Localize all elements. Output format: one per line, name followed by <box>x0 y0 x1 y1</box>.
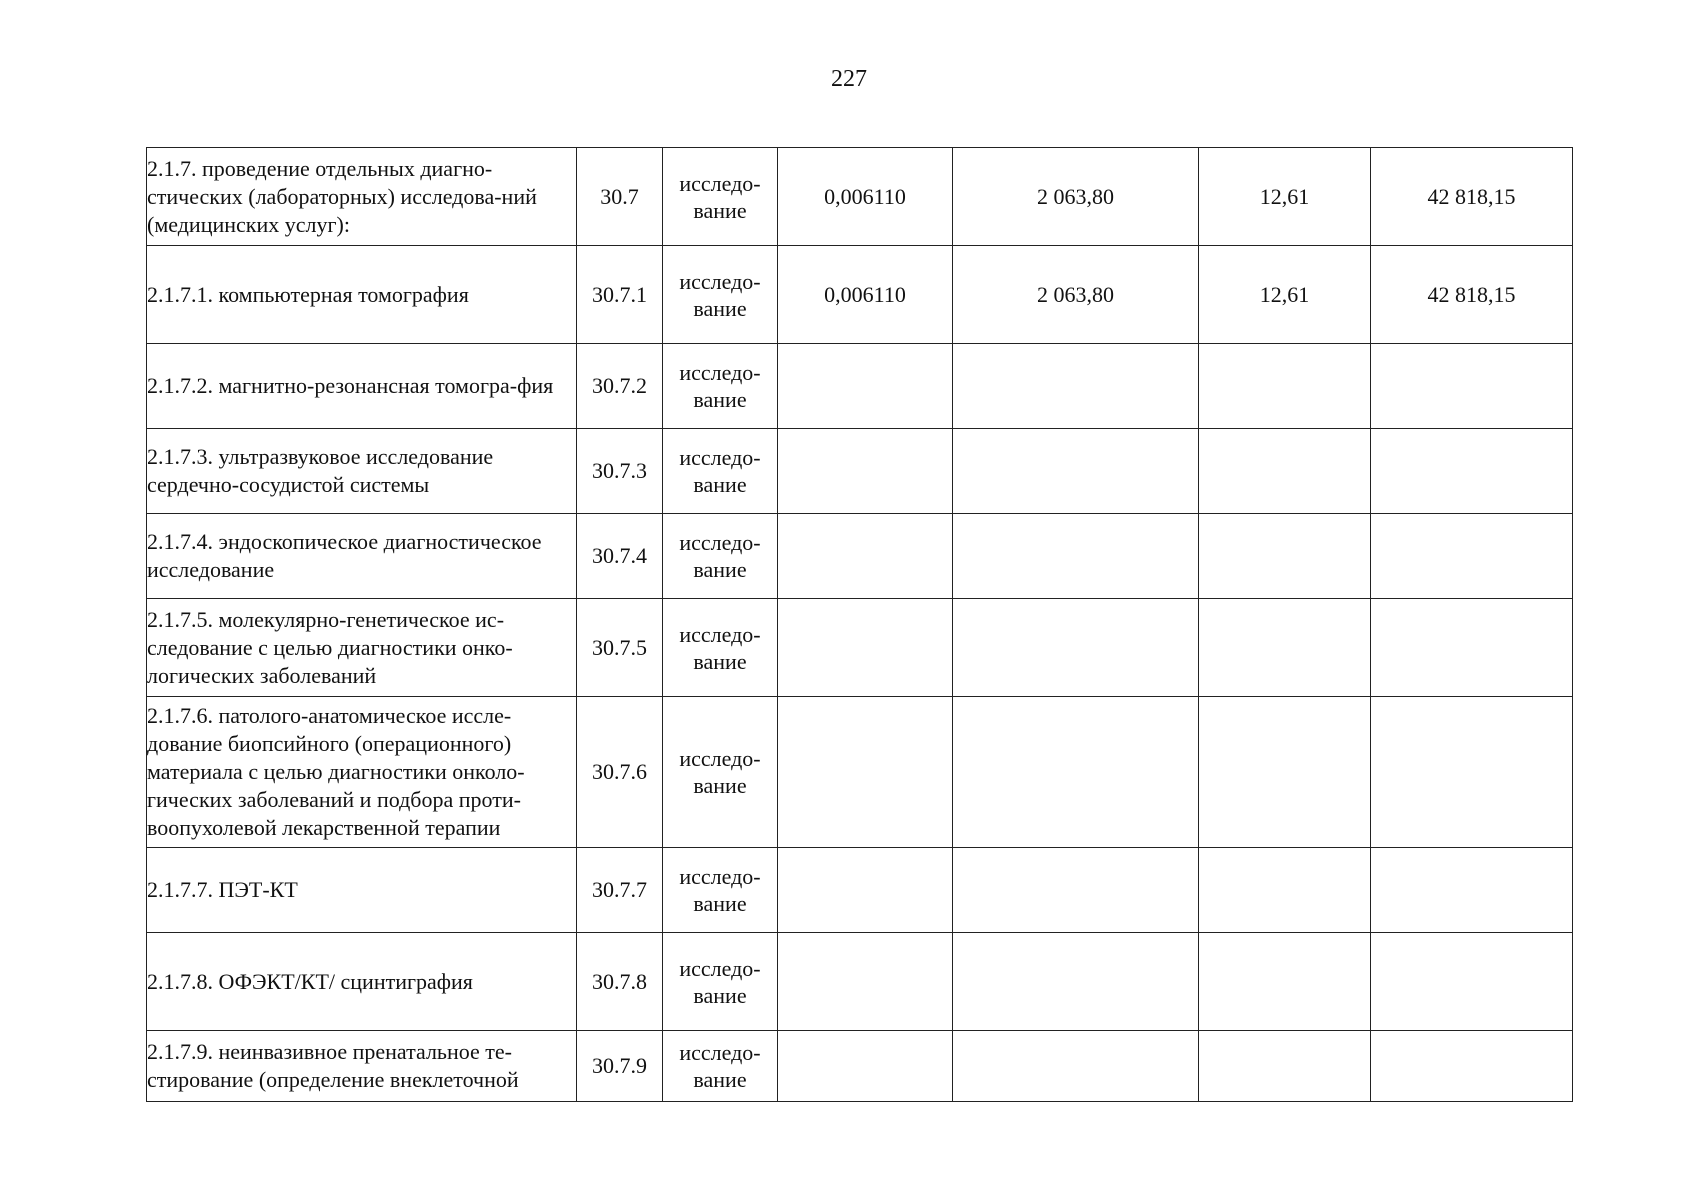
norm-value-cell: 0,006110 <box>778 148 953 246</box>
total-cost-cell <box>1371 697 1573 848</box>
table-row <box>147 344 1573 429</box>
total-cost-cell <box>1371 514 1573 599</box>
table-row <box>147 1031 1573 1102</box>
total-cost-cell <box>1371 344 1573 429</box>
row-code-cell: 30.7 <box>577 148 663 246</box>
cost-per-unit-cell <box>953 429 1199 514</box>
per-capita-cell <box>1199 429 1371 514</box>
unit-cell: исследо- вание <box>663 148 778 246</box>
table-row <box>147 429 1573 514</box>
unit-cell: исследо- вание <box>663 246 778 344</box>
cost-per-unit-cell <box>953 599 1199 697</box>
norm-value-cell <box>778 429 953 514</box>
norm-value-cell <box>778 514 953 599</box>
table-row <box>147 246 1573 344</box>
unit-cell: исследо- вание <box>663 344 778 429</box>
norm-value-cell <box>778 697 953 848</box>
row-code-cell: 30.7.7 <box>577 848 663 933</box>
per-capita-cell: 12,61 <box>1199 246 1371 344</box>
service-name-cell: 2.1.7.3. ультразвуковое исследование сердечно-сосудистой системы <box>147 429 577 514</box>
norm-value-cell <box>778 344 953 429</box>
table-row <box>147 148 1573 246</box>
cost-per-unit-cell <box>953 933 1199 1031</box>
unit-cell: исследо- вание <box>663 429 778 514</box>
per-capita-cell <box>1199 599 1371 697</box>
table-row <box>147 697 1573 848</box>
tariff-table <box>146 147 1573 1102</box>
service-name-cell: 2.1.7.2. магнитно-резонансная томогра-фия <box>147 344 577 429</box>
table-row <box>147 599 1573 697</box>
cost-per-unit-cell <box>953 697 1199 848</box>
cost-per-unit-cell <box>953 1031 1199 1102</box>
table-row <box>147 848 1573 933</box>
row-code-cell: 30.7.2 <box>577 344 663 429</box>
cost-per-unit-cell <box>953 344 1199 429</box>
norm-value-cell: 0,006110 <box>778 246 953 344</box>
unit-cell: исследо- вание <box>663 933 778 1031</box>
service-name-cell: 2.1.7.4. эндоскопическое диагностическое исследование <box>147 514 577 599</box>
per-capita-cell <box>1199 848 1371 933</box>
total-cost-cell <box>1371 1031 1573 1102</box>
cost-per-unit-cell: 2 063,80 <box>953 148 1199 246</box>
unit-cell: исследо- вание <box>663 848 778 933</box>
per-capita-cell <box>1199 933 1371 1031</box>
norm-value-cell <box>778 599 953 697</box>
unit-cell: исследо- вание <box>663 1031 778 1102</box>
total-cost-cell <box>1371 429 1573 514</box>
norm-value-cell <box>778 1031 953 1102</box>
row-code-cell: 30.7.1 <box>577 246 663 344</box>
total-cost-cell <box>1371 848 1573 933</box>
unit-cell: исследо- вание <box>663 514 778 599</box>
row-code-cell: 30.7.3 <box>577 429 663 514</box>
table-row <box>147 514 1573 599</box>
total-cost-cell <box>1371 599 1573 697</box>
row-code-cell: 30.7.6 <box>577 697 663 848</box>
total-cost-cell: 42 818,15 <box>1371 148 1573 246</box>
norm-value-cell <box>778 848 953 933</box>
per-capita-cell <box>1199 697 1371 848</box>
cost-per-unit-cell <box>953 848 1199 933</box>
row-code-cell: 30.7.9 <box>577 1031 663 1102</box>
service-name-cell: 2.1.7.5. молекулярно-генетическое ис-следование с целью диагностики онко-логических заболеваний <box>147 599 577 697</box>
service-name-cell: 2.1.7.9. неинвазивное пренатальное те-стирование (определение внеклеточной <box>147 1031 577 1102</box>
row-code-cell: 30.7.8 <box>577 933 663 1031</box>
service-name-cell: 2.1.7. проведение отдельных диагно-стических (лабораторных) исследова-ний (медицинских услуг): <box>147 148 577 246</box>
unit-cell: исследо- вание <box>663 599 778 697</box>
service-name-cell: 2.1.7.6. патолого-анатомическое иссле-дование биопсийного (операционного) материала с целью диагностики онколо-гических заболеваний и подбора проти-воопухолевой лекарственной терапии <box>147 697 577 848</box>
unit-cell: исследо- вание <box>663 697 778 848</box>
page-number: 227 <box>831 66 867 92</box>
norm-value-cell <box>778 933 953 1031</box>
service-name-cell: 2.1.7.8. ОФЭКТ/КТ/ сцинтиграфия <box>147 933 577 1031</box>
table-row <box>147 933 1573 1031</box>
cost-per-unit-cell <box>953 514 1199 599</box>
service-name-cell: 2.1.7.1. компьютерная томография <box>147 246 577 344</box>
per-capita-cell: 12,61 <box>1199 148 1371 246</box>
service-name-cell: 2.1.7.7. ПЭТ-КТ <box>147 848 577 933</box>
row-code-cell: 30.7.5 <box>577 599 663 697</box>
cost-per-unit-cell: 2 063,80 <box>953 246 1199 344</box>
per-capita-cell <box>1199 344 1371 429</box>
per-capita-cell <box>1199 1031 1371 1102</box>
total-cost-cell <box>1371 933 1573 1031</box>
row-code-cell: 30.7.4 <box>577 514 663 599</box>
total-cost-cell: 42 818,15 <box>1371 246 1573 344</box>
per-capita-cell <box>1199 514 1371 599</box>
